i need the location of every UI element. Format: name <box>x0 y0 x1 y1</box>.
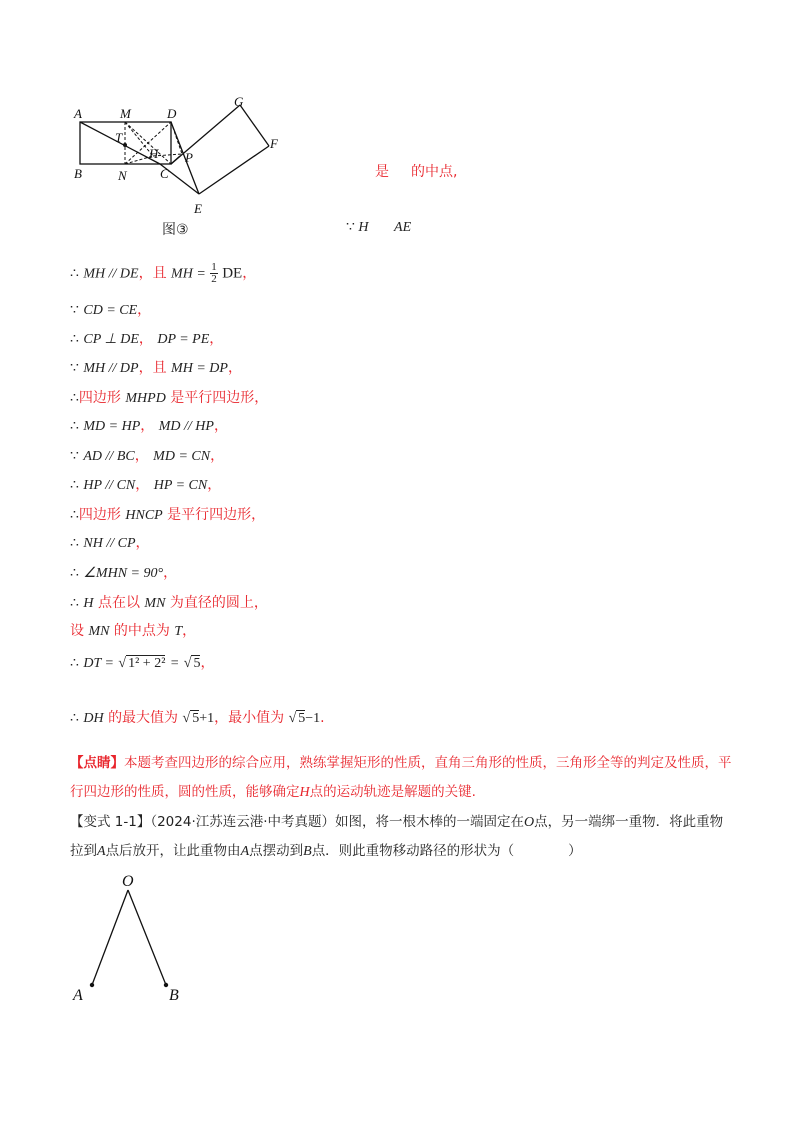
step-math: MH // DE <box>83 266 139 282</box>
figure-3-caption: 图③ <box>162 222 189 238</box>
step-6 <box>70 415 228 437</box>
step-math-2: T <box>174 624 183 639</box>
step-red-text-2: 是平行四边形 <box>170 390 255 406</box>
sqrt-sign: √ <box>182 711 191 726</box>
variant-var-B: B <box>303 844 312 859</box>
note-part2: 的中点, <box>411 164 458 180</box>
step-tail: ， <box>137 302 152 318</box>
sqrt-sign-2: √ <box>183 656 192 671</box>
step-red-text-2: 是平行四边形 <box>167 507 252 523</box>
variant-text-2: 点，另一端绑一重物．将此重物拉到 <box>70 814 724 859</box>
step-15 <box>70 707 325 729</box>
step-red-text-2: ，最小值为 <box>214 710 285 726</box>
step-7 <box>70 445 224 467</box>
pendulum-label-A: A <box>73 987 83 1004</box>
step-math-3: DE <box>222 265 243 282</box>
step-math-2: MH = <box>171 266 206 282</box>
step-tail: ， <box>213 418 228 434</box>
step-red-text: 设 <box>70 623 84 639</box>
frac-den: 2 <box>211 273 217 285</box>
step-13 <box>70 620 196 642</box>
step-math: CD = CE <box>83 303 138 318</box>
label-P: P <box>185 150 193 165</box>
label-B: B <box>74 166 82 181</box>
step-tail: ， <box>200 655 215 671</box>
sqrt-radicand-2: 5 <box>193 656 201 671</box>
step-tail: ， <box>182 623 197 639</box>
step-math: ∠MHN = 90° <box>83 566 164 581</box>
variant-label: 【变式 1-1】 <box>70 814 151 830</box>
step-math-2: DP = PE <box>157 332 210 347</box>
step-math: MN <box>88 624 110 639</box>
step-prefix: ∵ <box>70 448 79 464</box>
plus-one: +1 <box>199 711 215 726</box>
step-red-text-2: 为直径的圆上 <box>169 595 254 611</box>
step-tail: ， <box>251 507 266 523</box>
comment-text-2: 点的运动轨迹是解题的关键. <box>309 784 476 800</box>
comment-paragraph <box>70 749 735 807</box>
step-math: MD = HP <box>83 419 141 434</box>
step-tail: ， <box>135 535 150 551</box>
var-AE: AE <box>394 220 412 235</box>
comment-text: 本题考查四边形的综合应用，熟练掌握矩形的性质，直角三角形的性质，三角形全等的判定及性质，平行四边形的性质，圆的性质，能够确定 <box>70 755 732 800</box>
step-prefix: ∵ <box>70 360 79 376</box>
label-D: D <box>167 106 177 121</box>
step-red-text: 点在以 <box>97 595 140 611</box>
step-prefix: ∴ <box>70 595 79 611</box>
sqrt-radicand: 1² + 2² <box>128 656 166 671</box>
label-G: G <box>234 94 244 109</box>
step-math: HNCP <box>125 508 163 523</box>
step-prefix: ∴ <box>70 655 79 671</box>
step-11 <box>70 562 177 584</box>
step-prefix: ∴ <box>70 418 79 434</box>
variant-var-A-2: A <box>240 844 250 859</box>
minus-one: −1 <box>305 711 321 726</box>
frac-num: 1 <box>211 261 217 273</box>
note-part1: 是 <box>375 164 389 180</box>
step-3 <box>70 328 223 350</box>
step-math: MH // DP <box>83 361 139 376</box>
step-prefix: ∴ <box>70 331 79 347</box>
step-red-text: 的最大值为 <box>108 710 179 726</box>
comment-var-H: H <box>299 785 310 800</box>
step-prefix: ∴ <box>70 477 79 493</box>
step-math-2: MD = CN <box>153 449 211 464</box>
step-tail: ， <box>210 448 225 464</box>
step-red-text-2: 的中点为 <box>113 623 170 639</box>
step-math-2: MN <box>144 596 166 611</box>
step-math-2: = <box>169 656 180 671</box>
step-tail: ， <box>242 265 257 282</box>
step-math: CP ⊥ DE <box>83 332 139 347</box>
variant-text-5: 点．则此重物移动路径的形状为（ ） <box>311 843 582 859</box>
step-9 <box>70 504 265 526</box>
pendulum-label-B: B <box>169 987 179 1004</box>
step-12 <box>70 592 268 614</box>
step-math-2: MH = DP <box>171 361 228 376</box>
step-prefix: ∴ <box>70 535 79 551</box>
label-F: F <box>270 136 278 151</box>
variant-var-O: O <box>524 815 535 830</box>
step-8 <box>70 474 221 496</box>
step-tail: ， <box>209 331 224 347</box>
step-14 <box>70 652 214 674</box>
label-H: H <box>149 146 159 161</box>
variant-source: （2024·江苏连云港·中考真题） <box>150 814 336 830</box>
step-red-text: ，且 <box>138 360 167 376</box>
var-H: H <box>358 220 369 235</box>
step-math: MHPD <box>125 391 166 406</box>
step-prefix: ∴ <box>70 390 79 406</box>
step-4 <box>70 357 242 379</box>
sqrt-radicand: 5 <box>192 711 200 726</box>
pendulum-label-O: O <box>122 873 134 890</box>
sqrt-sign: √ <box>118 656 127 671</box>
step-5 <box>70 387 268 409</box>
label-M: M <box>120 106 131 121</box>
step-tail: ， <box>253 595 268 611</box>
step-sep: ， <box>134 448 149 464</box>
step-red-text: ，且 <box>138 265 167 282</box>
step-prefix: ∴ <box>70 507 79 523</box>
pendulum-diagram <box>65 868 195 1008</box>
step-math-2: HP = CN <box>153 478 208 493</box>
step-math: HP // CN <box>83 478 136 493</box>
step-math: DT = <box>83 656 114 671</box>
figure-3-diagram <box>70 90 290 230</box>
variant-text-3: 点后放开，让此重物由 <box>105 843 241 859</box>
sqrt-radicand-2: 5 <box>298 711 306 726</box>
because-h-line <box>346 219 411 236</box>
step-prefix: ∵ <box>70 302 79 318</box>
step-prefix: ∴ <box>70 565 79 581</box>
variant-var-A: A <box>97 844 106 859</box>
step-prefix: ∴ <box>70 265 79 282</box>
step-sep: ， <box>135 477 150 493</box>
variant-text-1: 如图，将一根木棒的一端固定在 <box>335 814 525 830</box>
step-math: DH <box>83 711 104 726</box>
label-C: C <box>160 166 169 181</box>
step-2 <box>70 299 151 321</box>
step-tail: ， <box>163 565 178 581</box>
step-tail: . <box>320 710 325 726</box>
step-math: NH // CP <box>83 536 136 551</box>
step-red-text: 四边形 <box>78 507 121 523</box>
step-sep: ， <box>138 331 153 347</box>
step-math: AD // BC <box>83 449 135 464</box>
step-math-2: MD // HP <box>158 419 214 434</box>
label-N: N <box>118 168 127 183</box>
comment-label: 【点睛】 <box>70 755 124 771</box>
sqrt-sign-2: √ <box>288 711 297 726</box>
step-sep: ， <box>140 418 155 434</box>
step-tail: ， <box>227 360 242 376</box>
step-tail: ， <box>254 390 269 406</box>
fraction-half <box>210 262 218 285</box>
because-symbol: ∵ <box>346 219 355 235</box>
label-E: E <box>194 201 202 216</box>
variant-text-4: 点摆动到 <box>249 843 304 859</box>
label-T: T <box>115 130 123 145</box>
variant-paragraph <box>70 808 735 866</box>
step-10 <box>70 532 150 554</box>
step-1 <box>70 262 256 284</box>
label-A: A <box>74 106 82 121</box>
step-red-text: 四边形 <box>78 390 121 406</box>
step-math: H <box>83 596 94 611</box>
step-tail: ， <box>207 477 222 493</box>
step-prefix: ∴ <box>70 710 79 726</box>
